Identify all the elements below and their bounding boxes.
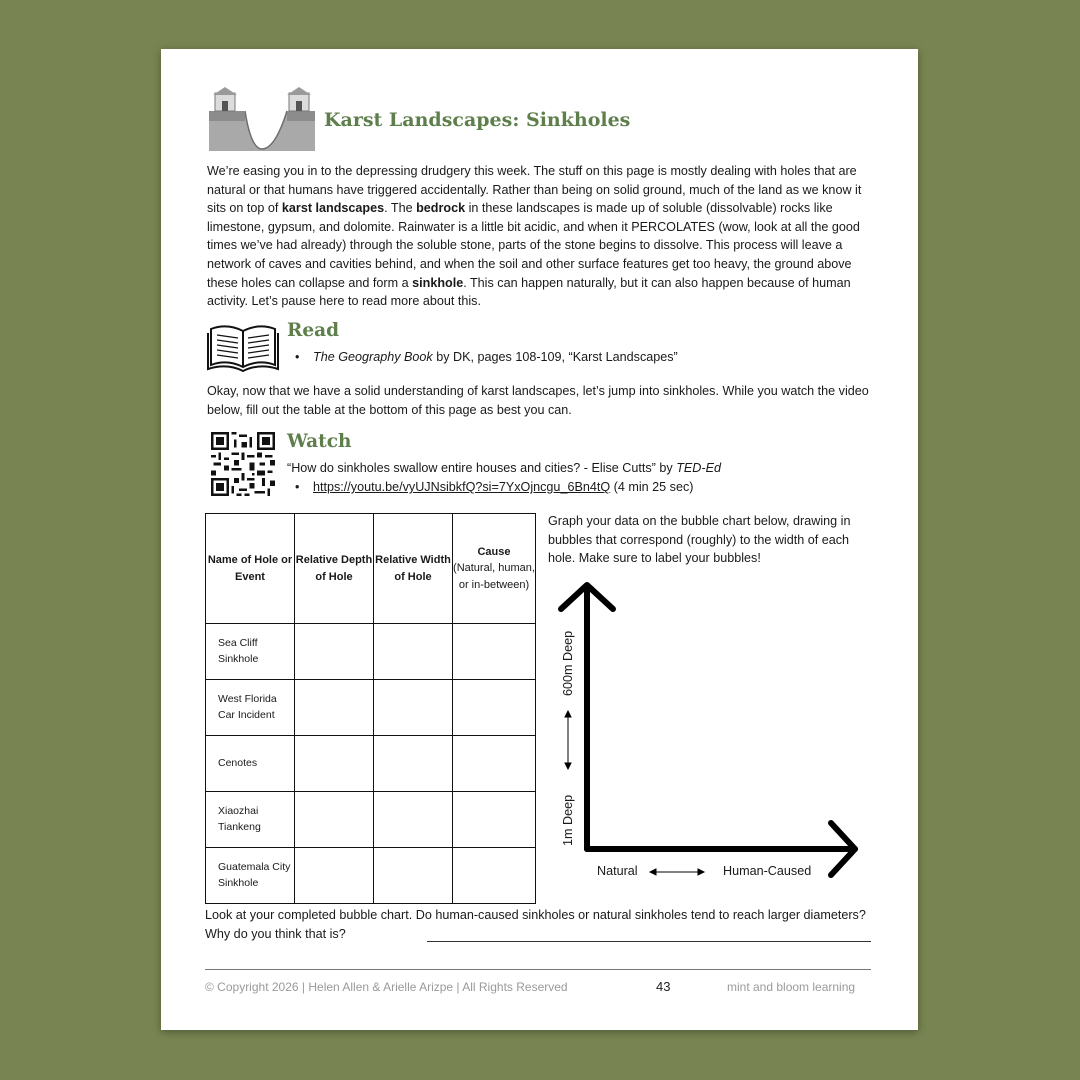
table-row — [206, 680, 536, 736]
sinkhole-illustration-icon — [209, 87, 315, 151]
answer-line[interactable] — [427, 941, 871, 942]
header-name: Name of Hole or Event — [206, 514, 295, 624]
width-cell[interactable] — [374, 792, 453, 848]
intro-text-3: in these landscapes is made up of soluble (dissolvable) rocks like limestone, gypsum, and dolomite. Rainwater is a little bit acidic, and when it PERCOLATES (wow, look at all the good times we’ve had already) through the soluble stone, parts of the stone begins to dissolve. This process will leave a network of caves and cavities behind, and when the soil and other surface features get too heavy, the ground above these holes can collapse and form a — [207, 201, 860, 290]
term-sinkhole: sinkhole — [412, 275, 464, 290]
x-axis-right-label: Human-Caused — [723, 864, 812, 878]
depth-cell[interactable] — [295, 736, 374, 792]
sinkhole-data-table — [205, 513, 536, 904]
footer-brand: mint and bloom learning — [727, 980, 856, 994]
table-row — [206, 624, 536, 680]
term-bedrock: bedrock — [416, 201, 466, 216]
depth-cell[interactable] — [295, 680, 374, 736]
width-cell[interactable] — [374, 736, 453, 792]
intro-text-2: . The — [384, 201, 417, 216]
book-details: by DK, pages 108-109, “Karst Landscapes” — [432, 350, 678, 364]
book-title: The Geography Book — [313, 350, 433, 364]
video-duration: (4 min 25 sec) — [610, 480, 694, 494]
bullet-dot: • — [295, 350, 300, 364]
open-book-icon — [207, 321, 279, 373]
table-header-row — [206, 514, 536, 624]
table-row — [206, 848, 536, 904]
width-cell[interactable] — [374, 680, 453, 736]
term-karst: karst landscapes — [281, 201, 385, 216]
footer-copyright: © Copyright 2026 | Helen Allen & Arielle Arizpe | All Rights Reserved — [205, 980, 568, 994]
video-title-line — [287, 459, 721, 478]
transition-paragraph: Okay, now that we have a solid understanding of karst landscapes, let’s jump into sinkholes. While you watch the video below, fill out the table at the bottom of this page as best you can. — [207, 384, 869, 417]
row-name: Xiaozhai Tiankeng — [206, 792, 295, 848]
header-width: Relative Width of Hole — [374, 514, 453, 624]
width-cell[interactable] — [374, 624, 453, 680]
table-row — [206, 736, 536, 792]
row-name: Guatemala City Sinkhole — [206, 848, 295, 904]
video-title: “How do sinkholes swallow entire houses and cities? - Elise Cutts” by — [287, 461, 677, 475]
graph-instructions: Graph your data on the bubble chart below, drawing in bubbles that correspond (roughly) to the width of each hole. Make sure to label your bubbles! — [548, 514, 851, 566]
depth-cell[interactable] — [295, 624, 374, 680]
read-bullet — [295, 348, 678, 367]
width-cell[interactable] — [374, 848, 453, 904]
cause-cell[interactable] — [453, 848, 536, 904]
table-row — [206, 792, 536, 848]
intro-text-4: . This can happen naturally, but it can also happen because of human activity. Let’s pause here to read more about this. — [207, 275, 851, 309]
row-name: Sea Cliff Sinkhole — [206, 624, 295, 680]
footer-divider — [205, 969, 871, 970]
cause-cell[interactable] — [453, 792, 536, 848]
qr-code-icon — [211, 432, 275, 496]
reflection-question: Look at your completed bubble chart. Do human-caused sinkholes or natural sinkholes tend to reach larger diameters? Why do you think that is? — [205, 908, 866, 941]
video-link-bullet — [295, 478, 693, 497]
page-number: 43 — [656, 979, 671, 994]
cause-cell[interactable] — [453, 624, 536, 680]
depth-cell[interactable] — [295, 848, 374, 904]
page-title: Karst Landscapes: Sinkholes — [324, 109, 631, 131]
worksheet-page — [161, 49, 918, 1030]
y-axis-top-label: 600m Deep — [561, 630, 575, 696]
video-link[interactable]: https://youtu.be/vyUJNsibkfQ?si=7YxOjncgu_6Bn4tQ — [313, 480, 611, 494]
cause-cell[interactable] — [453, 680, 536, 736]
bullet-dot: • — [295, 480, 300, 494]
video-source: TED-Ed — [676, 461, 721, 475]
header-depth: Relative Depth of Hole — [295, 514, 374, 624]
read-heading: Read — [287, 320, 340, 341]
cause-cell[interactable] — [453, 736, 536, 792]
watch-heading: Watch — [287, 431, 352, 452]
y-axis-bottom-label: 1m Deep — [561, 794, 575, 846]
intro-text-1: We’re easing you in to the depressing drudgery this week. The stuff on this page is mostly dealing with holes that are natural or that humans have triggered accidentally. Rather than being on solid ground, much of the land as we know it sits on top of — [207, 164, 862, 216]
x-axis-left-label: Natural — [597, 864, 638, 878]
row-name: West Florida Car Incident — [206, 680, 295, 736]
row-name: Cenotes — [206, 736, 295, 792]
depth-cell[interactable] — [295, 792, 374, 848]
header-cause: Cause (Natural, human, or in-between) — [453, 514, 536, 624]
intro-paragraph — [207, 162, 873, 311]
bubble-chart-axes[interactable] — [551, 579, 871, 879]
